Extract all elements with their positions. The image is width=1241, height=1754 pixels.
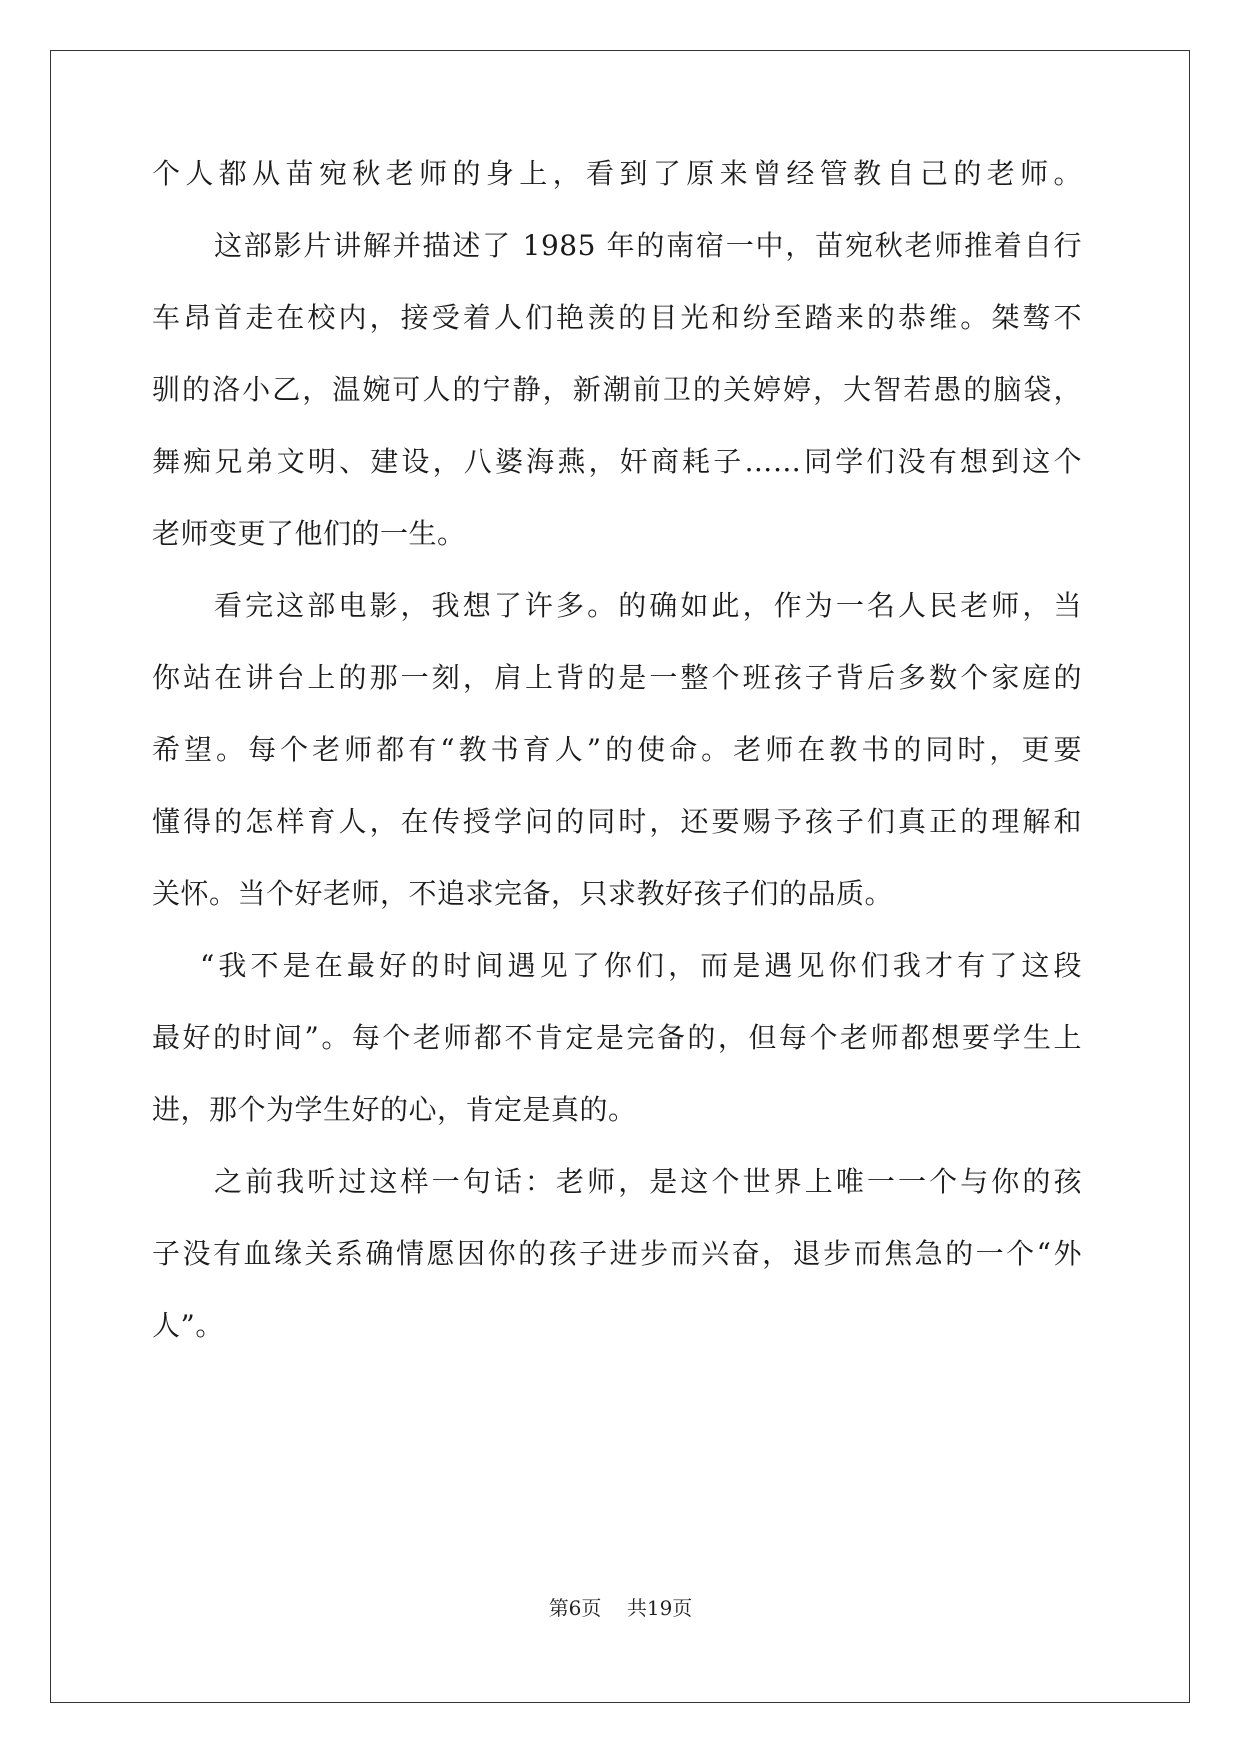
text-line: 最好的时间”。每个老师都不肯定是完备的，但每个老师都想要学生上 xyxy=(152,1021,1082,1054)
text-line: 你站在讲台上的那一刻，肩上背的是一整个班孩子背后多数个家庭的 xyxy=(152,661,1082,694)
text-line: 车昂首走在校内，接受着人们艳羡的目光和纷至踏来的恭维。桀骜不 xyxy=(152,301,1082,334)
text-line: 进，那个为学生好的心，肯定是真的。 xyxy=(152,1093,637,1126)
text-line: 老师变更了他们的一生。 xyxy=(152,517,466,550)
text-line: 个人都从苗宛秋老师的身上，看到了原来曾经管教自己的老师。 xyxy=(152,157,1082,190)
text-line: 希望。每个老师都有“教书育人”的使命。老师在教书的同时，更要 xyxy=(152,733,1082,766)
page-total: 共19页 xyxy=(626,1596,693,1620)
text-line: 看完这部电影，我想了许多。的确如此，作为一名人民老师，当 xyxy=(214,589,1082,622)
page-footer xyxy=(0,1596,1241,1620)
page-number: 第6页 xyxy=(548,1596,602,1620)
text-line: 懂得的怎样育人，在传授学问的同时，还要赐予孩子们真正的理解和 xyxy=(152,805,1082,838)
text-line: 驯的洛小乙，温婉可人的宁静，新潮前卫的关婷婷，大智若愚的脑袋， xyxy=(152,373,1082,406)
text-line: 关怀。当个好老师，不追求完备，只求教好孩子们的品质。 xyxy=(152,877,894,910)
text-line: 人”。 xyxy=(152,1309,224,1342)
text-line: 子没有血缘关系确情愿因你的孩子进步而兴奋，退步而焦急的一个“外 xyxy=(152,1237,1082,1270)
text-line: 舞痴兄弟文明、建设，八婆海燕，奸商耗子……同学们没有想到这个 xyxy=(152,445,1082,478)
text-line: “我不是在最好的时间遇见了你们，而是遇见你们我才有了这段 xyxy=(200,949,1082,982)
text-line: 这部影片讲解并描述了 1985 年的南宿一中，苗宛秋老师推着自行 xyxy=(214,229,1082,262)
text-line: 之前我听过这样一句话：老师，是这个世界上唯一一个与你的孩 xyxy=(214,1165,1082,1198)
